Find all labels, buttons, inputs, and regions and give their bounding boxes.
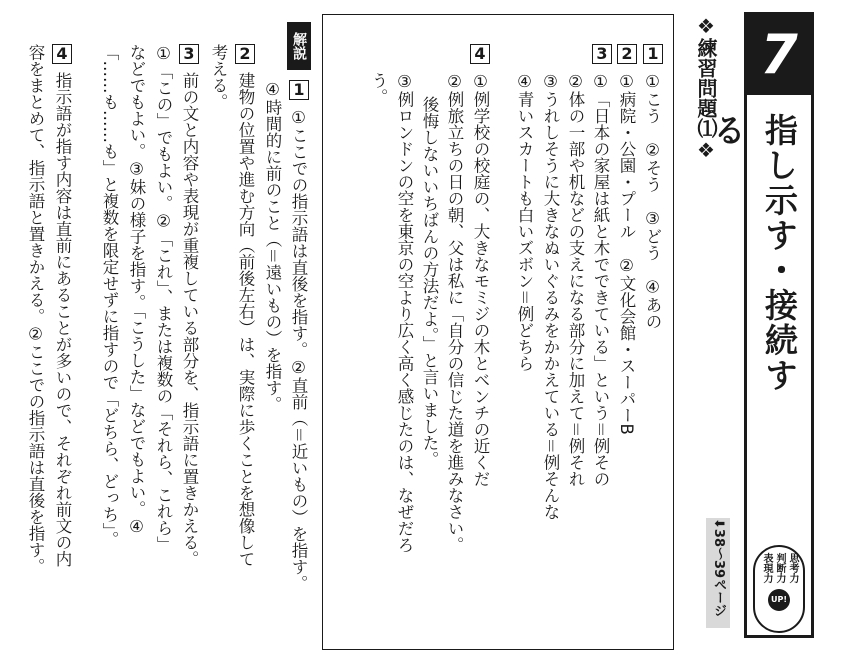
explanation-label-2: 2 [235, 44, 255, 64]
answer-q1: ①こう ②そう ③どう ④あの [643, 72, 662, 330]
explanation-label-1: 1 [289, 80, 309, 100]
question-label-1: 1 [643, 44, 663, 64]
question-label-3: 3 [592, 44, 612, 64]
explanation-4a: 指示語が指す内容は直前にあることが多いので、それぞれ前文の内 [53, 72, 72, 567]
question-label-2: 2 [617, 44, 637, 64]
explanation-2b: 考える。 [209, 44, 228, 110]
explanation-2a: 建物の位置や進む方向（前後左右）は、実際に歩くことを想像して [236, 72, 255, 567]
answer-q4-2b: 後悔しないいちばんの方法だよ。」と言いました。 [420, 96, 439, 468]
chapter-number: 7 [747, 15, 811, 95]
exercise-heading: ❖練習問題⑴❖ [694, 14, 718, 162]
badge-line-3: 表現力 [761, 553, 772, 583]
explanation-3c: などでもよい。③妹の様子を指す。「こうした」などでもよい。④ [127, 44, 146, 536]
page-reference-text: 38〜39ページ [711, 528, 726, 618]
explanation-label-3: 3 [179, 44, 199, 64]
answer-q4-3a: ③例ロンドンの空を東京の空より広く高く感じたのは、なぜだろ [395, 72, 414, 553]
explanation-3b: ①「この」でもよい。②「これ」、または複数の「それら、これら」 [154, 44, 173, 553]
answer-q3-3: ③うれしそうに大きなぬいぐるみをかかえている＝例そんな [541, 72, 560, 520]
arrow-down-icon: ⬇ [711, 518, 726, 529]
page-reference [706, 518, 730, 628]
badge-line-1: 思考力 [787, 553, 798, 583]
answer-q3-4: ④青いスカートも白いズボン＝例どちら [515, 72, 534, 372]
explanation-label-4: 4 [52, 44, 72, 64]
answer-q2: ①病院・公園・プール ②文化会館・スーパーB [617, 72, 636, 435]
question-label-4: 4 [470, 44, 490, 64]
explanation-1b: ④時間的に前のこと（＝遠いもの）を指す。 [263, 80, 282, 413]
badge-line-2: 判断力 [774, 553, 785, 583]
explanation-4b: 容をまとめて、指示語と置きかえる。②ここでの指示語は直後を指す。 [26, 44, 45, 575]
answer-q3-2: ②体の一部や机などの支えになる部分に加えて＝例それ [566, 72, 585, 487]
explanation-3a: 前の文と内容や表現が重複している部分を、指示語に置きかえる。 [180, 72, 199, 567]
badge-up-label: UP! [768, 589, 790, 611]
answer-q3-1: ①「日本の家屋は紙と木でできている」という＝例その [591, 72, 610, 487]
answer-q4-3b: う。 [369, 72, 388, 105]
explanation-1a: ①ここでの指示語は直後を指す。②直前（＝近いもの）を指す。 [289, 108, 308, 592]
answer-q4-1: ①例学校の校庭の、大きなモミジの木とベンチの近くだ [471, 72, 490, 487]
skill-up-badge [753, 545, 805, 633]
explanation-label: 解説 [287, 22, 311, 70]
explanation-3d: 「……も……も」と複数を限定せずに指すので「どちら、どっち」。 [100, 44, 119, 548]
chapter-title: 指し示す・接続する [708, 113, 799, 393]
answer-q4-2a: ②例旅立ちの日の朝、父は私に「自分の信じた道を進みなさい。 [445, 72, 464, 553]
